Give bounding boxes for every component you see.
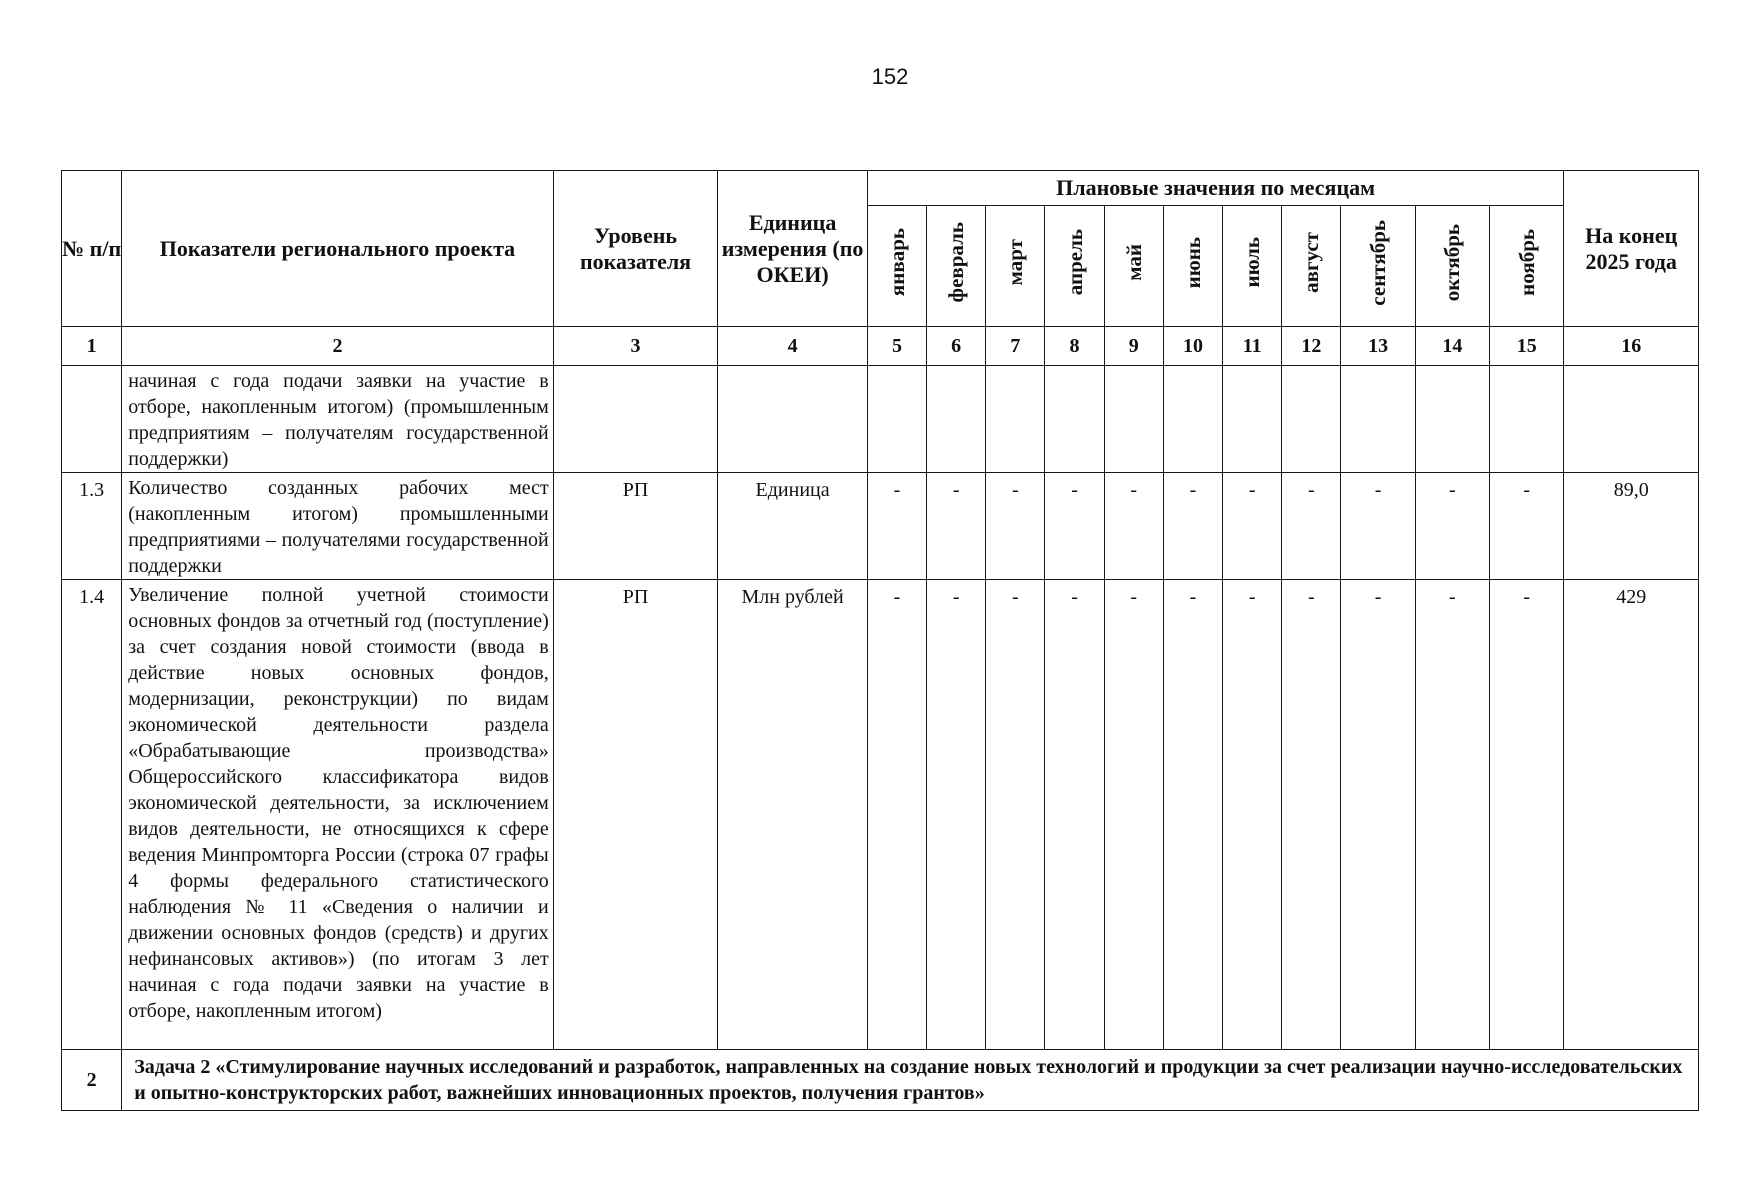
- month-value: -: [1104, 580, 1163, 1050]
- indicator-level: РП: [553, 580, 718, 1050]
- column-number: 12: [1282, 327, 1341, 366]
- month-value: -: [1282, 580, 1341, 1050]
- month-label: апрель: [1062, 229, 1087, 296]
- header-month: [986, 206, 1045, 327]
- indicator-text: Увеличение полной учетной стоимости основных фондов за отчетный год (поступление) за счет создания новой стоимости (ввода в действие новых основных фондов, модернизации, реконструкции) по видам экономической деятельности раздела «Обрабатывающие производства» Общероссийского классификатора видов экономической деятельности, за исключением видов деятельности, не относящихся к сфере ведения Минпромторга России (строка 07 графы 4 формы федерального статистического наблюдения № 11 «Сведения о наличии и движении основных фондов (средств) и других нефинансовых активов») (по итогам 3 лет начиная с года подачи заявки на участие в отборе, накопленным итогом): [122, 580, 554, 1050]
- month-value: [927, 366, 986, 473]
- month-value: -: [1282, 473, 1341, 580]
- header-month: [867, 206, 926, 327]
- month-label: март: [1003, 239, 1028, 286]
- header-indicator: Показатели регионального проекта: [122, 171, 554, 327]
- month-value: -: [986, 473, 1045, 580]
- table-row: [62, 580, 1699, 1050]
- header-num: № п/п: [62, 171, 122, 327]
- column-number: 6: [927, 327, 986, 366]
- end-value: [1564, 366, 1699, 473]
- month-label: май: [1121, 244, 1146, 281]
- month-label: сентябрь: [1366, 219, 1391, 306]
- column-number: 14: [1415, 327, 1489, 366]
- month-value: -: [1415, 473, 1489, 580]
- indicator-text: начиная с года подачи заявки на участие в отборе, накопленным итогом) (промышленным предприятиям – получателям государственной поддержки): [122, 366, 554, 473]
- column-number: 1: [62, 327, 122, 366]
- indicator-unit: Единица: [718, 473, 868, 580]
- header-month: [1341, 206, 1415, 327]
- column-number: 5: [867, 327, 926, 366]
- column-number: 15: [1490, 327, 1564, 366]
- column-number: 2: [122, 327, 554, 366]
- column-number: 9: [1104, 327, 1163, 366]
- indicator-unit: [718, 366, 868, 473]
- month-value: -: [867, 580, 926, 1050]
- page-number: 152: [871, 64, 909, 89]
- indicator-text: Количество созданных рабочих мест (накопленным итогом) промышленными предприятиями – получателями государственной поддержки: [122, 473, 554, 580]
- indicator-level: РП: [553, 473, 718, 580]
- header-month: [1282, 206, 1341, 327]
- header-month: [1415, 206, 1489, 327]
- table-row: [62, 366, 1699, 473]
- month-value: -: [1163, 473, 1222, 580]
- month-value: [1341, 366, 1415, 473]
- row-number: 1.3: [62, 473, 122, 580]
- month-value: -: [1223, 473, 1282, 580]
- month-label: октябрь: [1440, 223, 1465, 302]
- month-value: [986, 366, 1045, 473]
- indicator-unit: Млн рублей: [718, 580, 868, 1050]
- month-value: [1282, 366, 1341, 473]
- month-value: -: [867, 473, 926, 580]
- indicator-level: [553, 366, 718, 473]
- header-month: [927, 206, 986, 327]
- month-value: -: [1415, 580, 1489, 1050]
- task-text: Задача 2 «Стимулирование научных исследований и разработок, направленных на создание новых технологий и продукции за счет реализации научно-исследовательских и опытно-конструкторских работ, важнейших инновационных проектов, получения грантов»: [122, 1050, 1699, 1111]
- month-value: [1045, 366, 1104, 473]
- indicators-table: [61, 170, 1699, 1111]
- month-label: июнь: [1180, 236, 1205, 289]
- column-number: 3: [553, 327, 718, 366]
- month-label: ноябрь: [1514, 229, 1539, 296]
- month-value: -: [1341, 473, 1415, 580]
- header-month: [1223, 206, 1282, 327]
- column-number: 7: [986, 327, 1045, 366]
- month-value: [1104, 366, 1163, 473]
- month-value: -: [1045, 580, 1104, 1050]
- column-number: 11: [1223, 327, 1282, 366]
- header-month: [1490, 206, 1564, 327]
- month-value: -: [1045, 473, 1104, 580]
- column-number: 4: [718, 327, 868, 366]
- header-level: Уровень показателя: [553, 171, 718, 327]
- month-value: -: [986, 580, 1045, 1050]
- month-value: [1415, 366, 1489, 473]
- header-month: [1163, 206, 1222, 327]
- header-end: На конец 2025 года: [1564, 171, 1699, 327]
- month-value: -: [1490, 473, 1564, 580]
- month-value: [1223, 366, 1282, 473]
- header-month: [1104, 206, 1163, 327]
- month-label: февраль: [944, 222, 969, 303]
- month-value: -: [927, 580, 986, 1050]
- table-row: [62, 473, 1699, 580]
- row-number: 1.4: [62, 580, 122, 1050]
- column-number: 16: [1564, 327, 1699, 366]
- column-number: 13: [1341, 327, 1415, 366]
- end-value: 429: [1564, 580, 1699, 1050]
- header-month: [1045, 206, 1104, 327]
- month-value: -: [1163, 580, 1222, 1050]
- month-value: [1490, 366, 1564, 473]
- task-row: [62, 1050, 1699, 1111]
- column-number: 8: [1045, 327, 1104, 366]
- end-value: 89,0: [1564, 473, 1699, 580]
- month-value: -: [1223, 580, 1282, 1050]
- month-value: [867, 366, 926, 473]
- header-unit: Единица измерения (по ОКЕИ): [718, 171, 868, 327]
- month-label: август: [1299, 232, 1324, 293]
- task-number: 2: [62, 1050, 122, 1111]
- header-planned: Плановые значения по месяцам: [867, 171, 1564, 206]
- month-value: -: [927, 473, 986, 580]
- row-number: [62, 366, 122, 473]
- month-label: январь: [884, 228, 909, 297]
- month-value: -: [1341, 580, 1415, 1050]
- column-number: 10: [1163, 327, 1222, 366]
- month-value: -: [1490, 580, 1564, 1050]
- month-value: [1163, 366, 1222, 473]
- month-label: июль: [1240, 237, 1265, 288]
- month-value: -: [1104, 473, 1163, 580]
